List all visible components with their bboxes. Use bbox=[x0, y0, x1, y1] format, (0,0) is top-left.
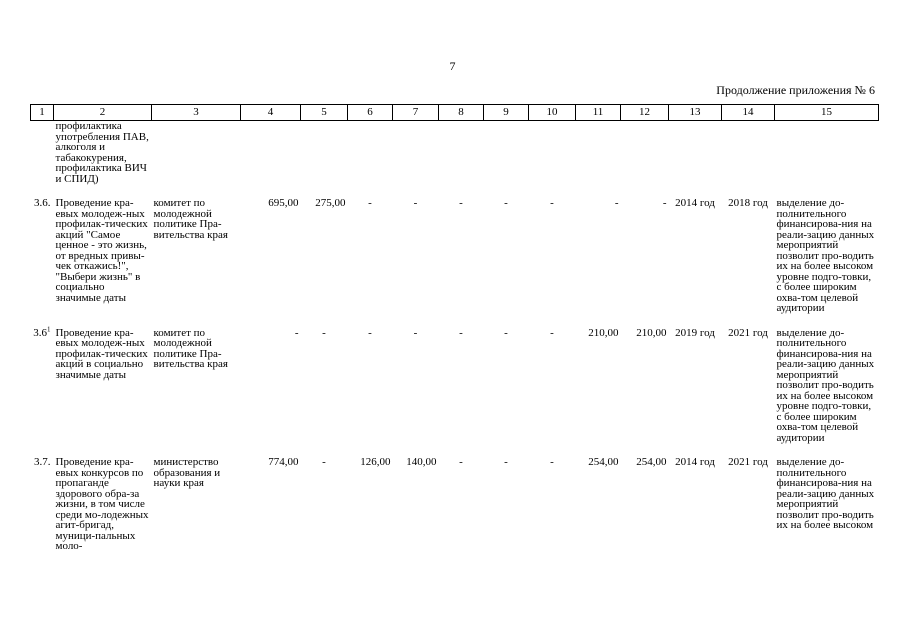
cell-v9: - bbox=[504, 197, 508, 209]
cell-name: Проведение кра-евых молодеж-ных профилак-тических акций в социально значимые даты bbox=[55, 326, 148, 381]
cell-v6: 126,00 bbox=[360, 456, 391, 468]
cell-v12: 210,00 bbox=[636, 326, 667, 339]
cell-result: выделение до-полнительного финансирова-ния на реали-зацию данных мероприятий позволит про-водить их на более высоком уровне подго-товки, с более широким охва-том целевой аудитории bbox=[776, 197, 875, 314]
cell-v6: - bbox=[368, 197, 372, 209]
cell-v10: - bbox=[550, 456, 554, 468]
cell-v7: - bbox=[413, 197, 418, 209]
col-header-1: 1 bbox=[31, 105, 54, 121]
cell-end-year: 2018 год bbox=[728, 197, 768, 209]
cell-name: Проведение кра-евых конкурсов по пропаганде здорового обра-за жизни, в том числе среди мо-лодежных агит-бригад, муници-пальных моло- bbox=[55, 456, 149, 552]
program-table bbox=[30, 104, 879, 552]
cell-v10: - bbox=[550, 326, 554, 339]
cell-name: Проведение кра-евых молодеж-ных профилак-тических акций "Самое ценное - это жизнь, от вредных привы-чек откажись!", "Выбери жизнь" в социально значимые даты bbox=[55, 197, 148, 304]
cell-num: 3.7. bbox=[34, 456, 51, 468]
cell-v4: - bbox=[294, 326, 299, 339]
col-header-2: 2 bbox=[54, 105, 152, 121]
table-row-continued bbox=[31, 121, 879, 185]
col-header-9: 9 bbox=[484, 105, 529, 121]
cell-executor: комитет по молодежной политике Пра-вительства края bbox=[153, 197, 228, 241]
cell-v4: 695,00 bbox=[268, 197, 299, 209]
cell-v5: - bbox=[322, 456, 326, 468]
cell-v8: - bbox=[459, 197, 463, 209]
cell-start-year: 2019 год bbox=[675, 326, 715, 339]
header-row bbox=[31, 105, 879, 121]
cell-v8: - bbox=[459, 456, 463, 468]
cell-v10: - bbox=[550, 197, 554, 209]
col-header-4: 4 bbox=[241, 105, 301, 121]
page-number: 7 bbox=[449, 59, 456, 73]
cell-start-year: 2014 год bbox=[675, 456, 715, 468]
cell-v4: 774,00 bbox=[268, 456, 299, 468]
col-header-10: 10 bbox=[529, 105, 576, 121]
cell-end-year: 2021 год bbox=[728, 456, 768, 468]
col-header-5: 5 bbox=[301, 105, 348, 121]
cell-v11: 210,00 bbox=[588, 326, 619, 339]
cell-v11: 254,00 bbox=[588, 456, 619, 468]
cell-executor: министерство образования и науки края bbox=[153, 456, 221, 489]
cell-start-year: 2014 год bbox=[675, 197, 715, 209]
col-header-3: 3 bbox=[152, 105, 241, 121]
cell-v8: - bbox=[459, 326, 463, 339]
table-row bbox=[31, 328, 879, 444]
cell-v6: - bbox=[368, 326, 372, 339]
col-header-11: 11 bbox=[576, 105, 621, 121]
cell-num: 3.6. bbox=[34, 197, 51, 209]
col-header-8: 8 bbox=[439, 105, 484, 121]
cell-v7: - bbox=[413, 326, 418, 339]
cell-v12: 254,00 bbox=[636, 456, 667, 468]
cell-name: профилактика употребления ПАВ, алкоголя и табакокурения, профилактика ВИЧ и СПИД) bbox=[55, 120, 149, 185]
col-header-6: 6 bbox=[348, 105, 393, 121]
col-header-15: 15 bbox=[775, 105, 879, 121]
continuation-label: Продолжение приложения № 6 bbox=[716, 83, 875, 97]
cell-v5: 275,00 bbox=[315, 197, 346, 209]
cell-v7: 140,00 bbox=[406, 456, 437, 468]
table-row bbox=[31, 198, 879, 314]
cell-v11: - bbox=[614, 197, 619, 209]
cell-v9: - bbox=[504, 456, 508, 468]
cell-v9: - bbox=[504, 326, 508, 339]
col-header-13: 13 bbox=[669, 105, 722, 121]
col-header-12: 12 bbox=[621, 105, 669, 121]
col-header-14: 14 bbox=[722, 105, 775, 121]
cell-num: $3.6^1$ bbox=[33, 324, 51, 339]
table-row bbox=[31, 457, 879, 552]
cell-v12: - bbox=[662, 197, 667, 209]
col-header-7: 7 bbox=[393, 105, 439, 121]
cell-end-year: 2021 год bbox=[728, 326, 768, 339]
cell-result: выделение до-полнительного финансирова-ния на реали-зацию данных мероприятий позволит про-водить их на более высоком уровне подго-товки, с более широким охва-том целевой аудитории bbox=[776, 326, 875, 444]
cell-result: выделение до-полнительного финансирова-ния на реали-зацию данных мероприятий позволит про-водить их на более высоком bbox=[776, 456, 875, 531]
cell-v5: - bbox=[322, 326, 326, 339]
cell-executor: комитет по молодежной политике Пра-вительства края bbox=[153, 326, 228, 370]
